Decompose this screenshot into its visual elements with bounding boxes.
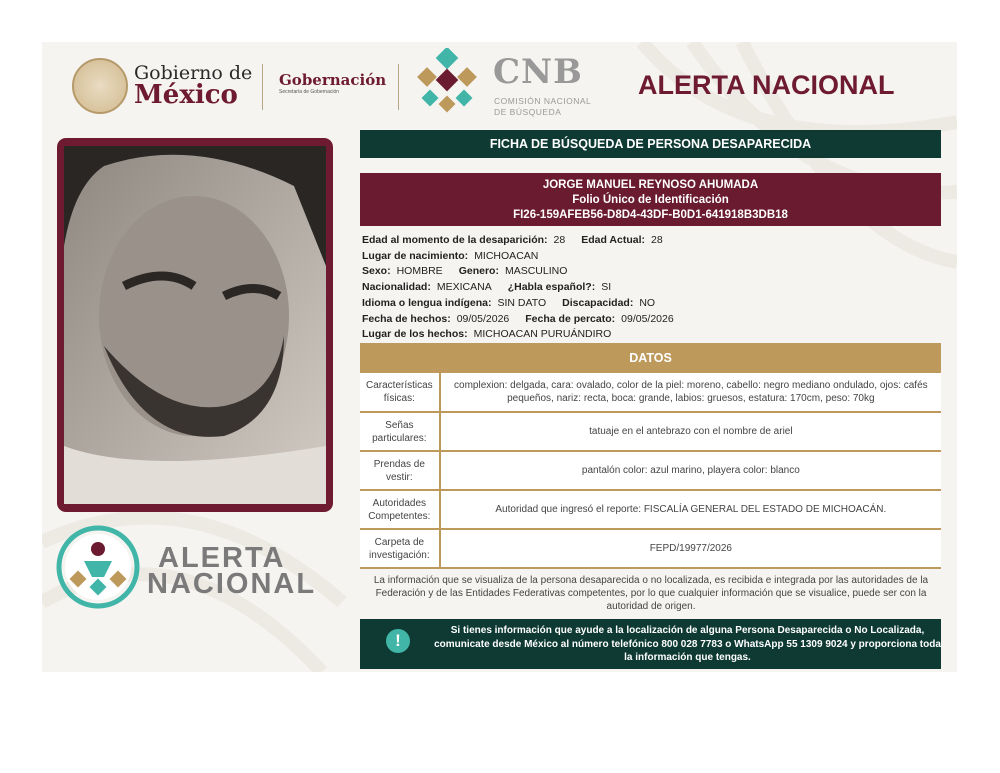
cnb-subtitle: DE BÚSQUEDA <box>494 107 562 117</box>
row-value: Autoridad que ingresó el reporte: FISCALÍA GENERAL DEL ESTADO DE MICHOACÁN. <box>440 490 941 529</box>
gobernacion-text: Gobernación <box>279 71 387 89</box>
gobierno-text: Gobierno de <box>134 62 253 84</box>
info-label: Idioma o lengua indígena: <box>362 296 492 309</box>
cnb-text: CNB <box>493 52 583 92</box>
folio-value: FI26-159AFEB56-D8D4-43DF-B0D1-641918B3DB18 <box>513 209 788 221</box>
datos-table <box>360 373 941 569</box>
exclamation-icon: ! <box>386 629 410 653</box>
header-divider <box>398 64 399 110</box>
alerta-nacional-title: ALERTA NACIONAL <box>638 70 895 100</box>
row-value: tatuaje en el antebrazo con el nombre de ariel <box>440 412 941 451</box>
info-value: 28 <box>651 234 663 246</box>
row-value: pantalón color: azul marino, playera color: blanco <box>440 451 941 490</box>
table-row <box>360 412 941 451</box>
info-value: NO <box>639 296 656 309</box>
row-label: Autoridades Competentes: <box>360 490 440 529</box>
gobernacion-subtext: Secretaría de Gobernación <box>279 89 340 95</box>
table-row <box>360 490 941 529</box>
table-row <box>360 373 941 412</box>
info-label: Lugar de nacimiento: <box>362 249 469 262</box>
mexico-text: México <box>134 80 238 110</box>
alerta-nacional-logo-icon <box>56 525 140 609</box>
missing-person-photo <box>64 146 326 504</box>
info-label: Discapacidad: <box>562 296 634 309</box>
person-info <box>362 233 942 343</box>
info-label: Edad Actual: <box>581 234 646 246</box>
info-value: MEXICANA <box>436 281 492 294</box>
info-label: Fecha de percato: <box>525 312 616 325</box>
info-value: 28 <box>553 234 566 246</box>
row-label: Prendas de vestir: <box>360 451 440 490</box>
info-label: Genero: <box>458 265 499 278</box>
table-row <box>360 451 941 490</box>
alerta-logo-text: ALERTA <box>158 542 286 574</box>
header-divider <box>262 64 263 110</box>
info-value: HOMBRE <box>396 265 443 278</box>
info-value: MICHOACAN <box>474 249 539 262</box>
person-header <box>360 173 941 226</box>
info-value: SI <box>601 281 612 294</box>
info-label: Fecha de hechos: <box>362 312 451 325</box>
datos-header: DATOS <box>360 343 941 373</box>
person-name: JORGE MANUEL REYNOSO AHUMADA <box>542 179 759 191</box>
nacional-logo-text: NACIONAL <box>147 568 317 600</box>
row-label: Características físicas: <box>360 373 440 412</box>
folio-label: Folio Único de Identificación <box>572 194 729 206</box>
disclaimer-text: La información que se visualiza de la persona desaparecida o no localizada, es recibida e integrada por las autoridades de la Federación y de las Entidades Federativas competentes, por lo que cualquier información que se visualice, puede ser con la autoridad de origen. <box>373 575 929 612</box>
row-value: FEPD/19977/2026 <box>440 529 941 568</box>
row-value: complexion: delgada, cara: ovalado, color de la piel: moreno, cabello: negro mediano ondulado, ojos: cafés pequeños, nariz: recta, boca: grande, labios: gruesos, estatura: 170cm, peso: 70kg <box>440 373 941 412</box>
row-label: Carpeta de investigación: <box>360 529 440 568</box>
cnb-logo-icon <box>412 48 482 118</box>
info-value: MASCULINO <box>504 265 568 278</box>
info-label: Edad al momento de la desaparición: <box>362 234 548 246</box>
info-label: Sexo: <box>362 265 391 278</box>
info-label: ¿Habla español?: <box>507 281 596 294</box>
mexico-seal-icon <box>72 58 128 114</box>
ficha-title-bar: FICHA DE BÚSQUEDA DE PERSONA DESAPARECIDA <box>360 130 941 158</box>
contact-text: Si tienes información que ayude a la localización de alguna Persona Desaparecida o No Localizada, comunicate desde México al número telefónico 800 028 7783 o WhatsApp 55 1309 9024 y proporciona toda la información que tengas. <box>434 625 941 663</box>
info-value: 09/05/2026 <box>621 312 674 325</box>
table-row <box>360 529 941 568</box>
row-label: Señas particulares: <box>360 412 440 451</box>
info-value: 09/05/2026 <box>456 312 510 325</box>
info-value: SIN DATO <box>497 296 547 309</box>
info-label: Lugar de los hechos: <box>362 328 468 341</box>
info-label: Nacionalidad: <box>362 281 431 294</box>
info-value: MICHOACAN PURUÁNDIRO <box>473 328 612 341</box>
cnb-subtitle: COMISIÓN NACIONAL <box>494 96 592 106</box>
